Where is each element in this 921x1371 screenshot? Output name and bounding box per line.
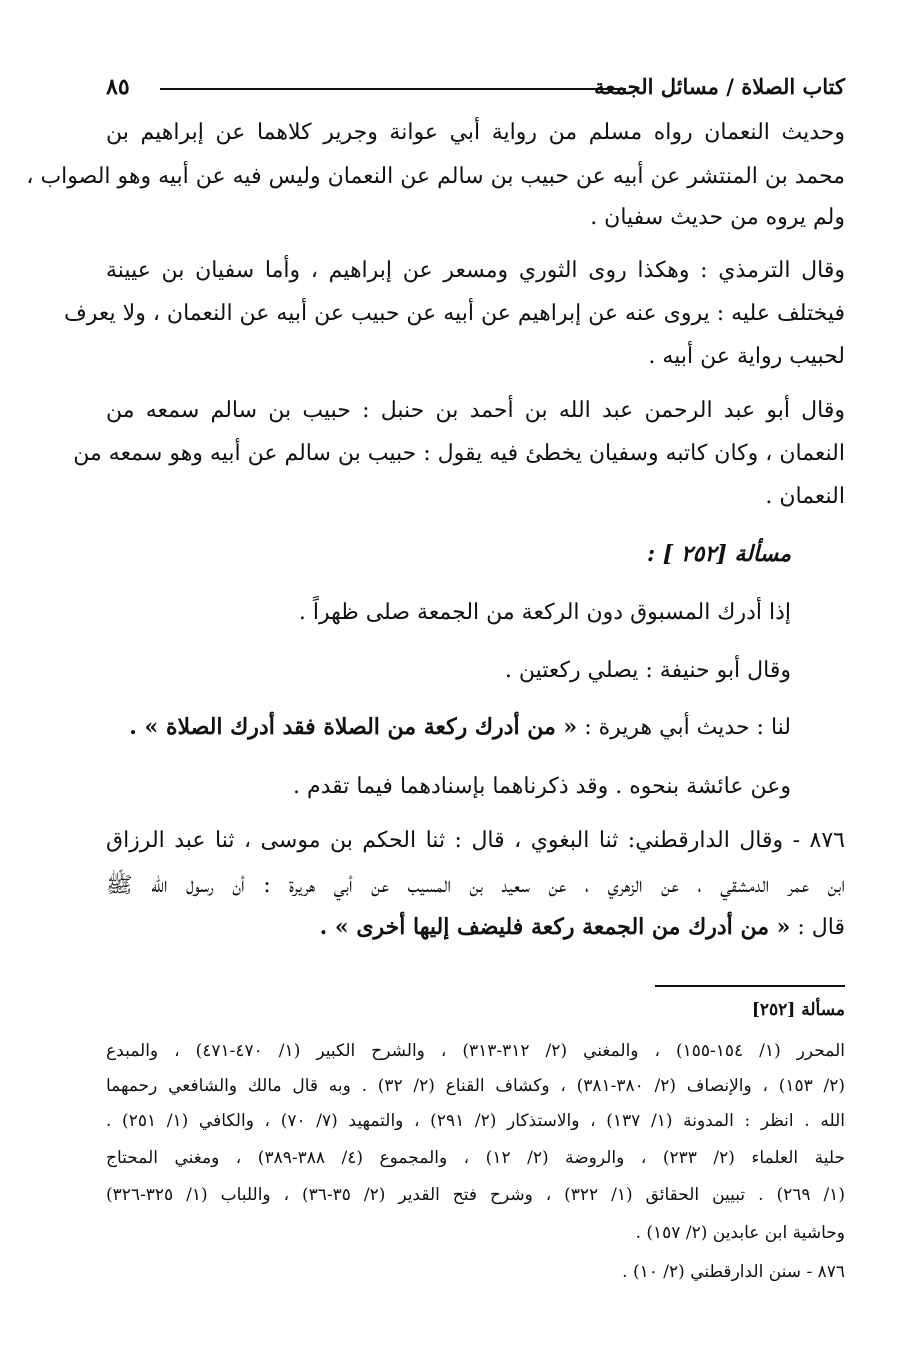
evidence-prefix: لنا : حديث أبي هريرة :: [584, 715, 791, 740]
page-number: ٨٥: [106, 74, 130, 100]
footnote-line: الله . انظر : المدونة (١/ ١٣٧) ، والاستذكار (٢/ ٢٩١) ، والتمهيد (٧/ ٧٠) ، والكافي (١/ ٢٥١) .: [106, 1111, 845, 1131]
body-line: وقال الترمذي : وهكذا روى الثوري ومسعر عن إبراهيم ، وأما سفيان بن عيينة: [106, 258, 845, 283]
hadith-line: ابن عمر الدمشقي ، عن الزهري ، عن سعيد بن المسيب عن أبي هريرة : أن رسول الله ﷺ: [106, 873, 845, 898]
masala-heading: مسألة [٢٥٢ ] :: [647, 541, 791, 567]
hadith-line: ٨٧٦ - وقال الدارقطني: ثنا البغوي ، قال : ثنا الحكم بن موسى ، ثنا عبد الرزاق: [106, 828, 845, 853]
aisha-line: وعن عائشة بنحوه . وقد ذكرناهما بإسنادهما فيما تقدم .: [292, 774, 791, 799]
footnote-heading: مسألة [٢٥٢]: [751, 1000, 845, 1020]
body-line: النعمان ، وكان كاتبه وسفيان يخطئ فيه يقول : حبيب بن سالم عن أبيه وهو سمعه من: [73, 441, 845, 466]
body-line: وقال أبو عبد الرحمن عبد الله بن أحمد بن حنبل : حبيب بن سالم سمعه من: [106, 398, 845, 423]
footnote-line: (١/ ٢٦٩) . تبيين الحقائق (١/ ٣٢٢) ، وشرح فتح القدير (٢/ ٣٥-٣٦) ، واللباب (١/ ٣٢٥-٣٢٦): [106, 1185, 845, 1205]
body-line: النعمان .: [765, 484, 845, 509]
footnote-line: المحرر (١/ ١٥٤-١٥٥) ، والمغني (٢/ ٣١٢-٣١٣) ، والشرح الكبير (١/ ٤٧٠-٤٧١) ، والمبدع: [106, 1041, 845, 1061]
masala-line: إذا أدرك المسبوق دون الركعة من الجمعة صلى ظهراً .: [298, 600, 791, 625]
footnote-line: حلية العلماء (٢/ ٢٣٣) ، والروضة (٢/ ١٢) ، والمجموع (٤/ ٣٨٨-٣٨٩) ، ومغني المحتاج: [106, 1148, 845, 1168]
masala-line: وقال أبو حنيفة : يصلي ركعتين .: [504, 658, 791, 683]
body-line: محمد بن المنتشر عن أبيه عن حبيب بن سالم عن النعمان وليس فيه عن أبيه وهو الصواب ،: [26, 164, 845, 189]
footnote-line: ٨٧٦ - سنن الدارقطني (٢/ ١٠) .: [622, 1262, 845, 1282]
footnote-rule: [655, 985, 845, 987]
body-line: لحبيب رواية عن أبيه .: [648, 344, 845, 369]
footnote-line: (٢/ ١٥٣) ، والإنصاف (٢/ ٣٨٠-٣٨١) ، وكشاف القناع (٢/ ٣٢) . وبه قال مالك والشافعي رحمهما: [106, 1076, 845, 1096]
evidence-quote: « من أدرك ركعة من الصلاة فقد أدرك الصلاة » .: [129, 714, 578, 740]
hadith-line: [320, 914, 845, 940]
body-line: وحديث النعمان رواه مسلم من رواية أبي عوانة وجرير كلاهما عن إبراهيم بن: [106, 120, 845, 145]
header-rule: [160, 88, 626, 90]
footnote-line: وحاشية ابن عابدين (٢/ ١٥٧) .: [635, 1223, 845, 1243]
evidence-line: [129, 714, 791, 740]
hadith-quote: « من أدرك من الجمعة ركعة فليضف إليها أخرى » .: [319, 914, 791, 940]
body-line: ولم يروه من حديث سفيان .: [590, 205, 845, 230]
body-line: فيختلف عليه : يروى عنه عن إبراهيم عن أبيه عن حبيب عن أبيه عن النعمان ، ولا يعرف: [63, 301, 845, 326]
running-header-title: كتاب الصلاة / مسائل الجمعة: [594, 74, 845, 99]
hadith-prefix: قال :: [797, 915, 845, 940]
